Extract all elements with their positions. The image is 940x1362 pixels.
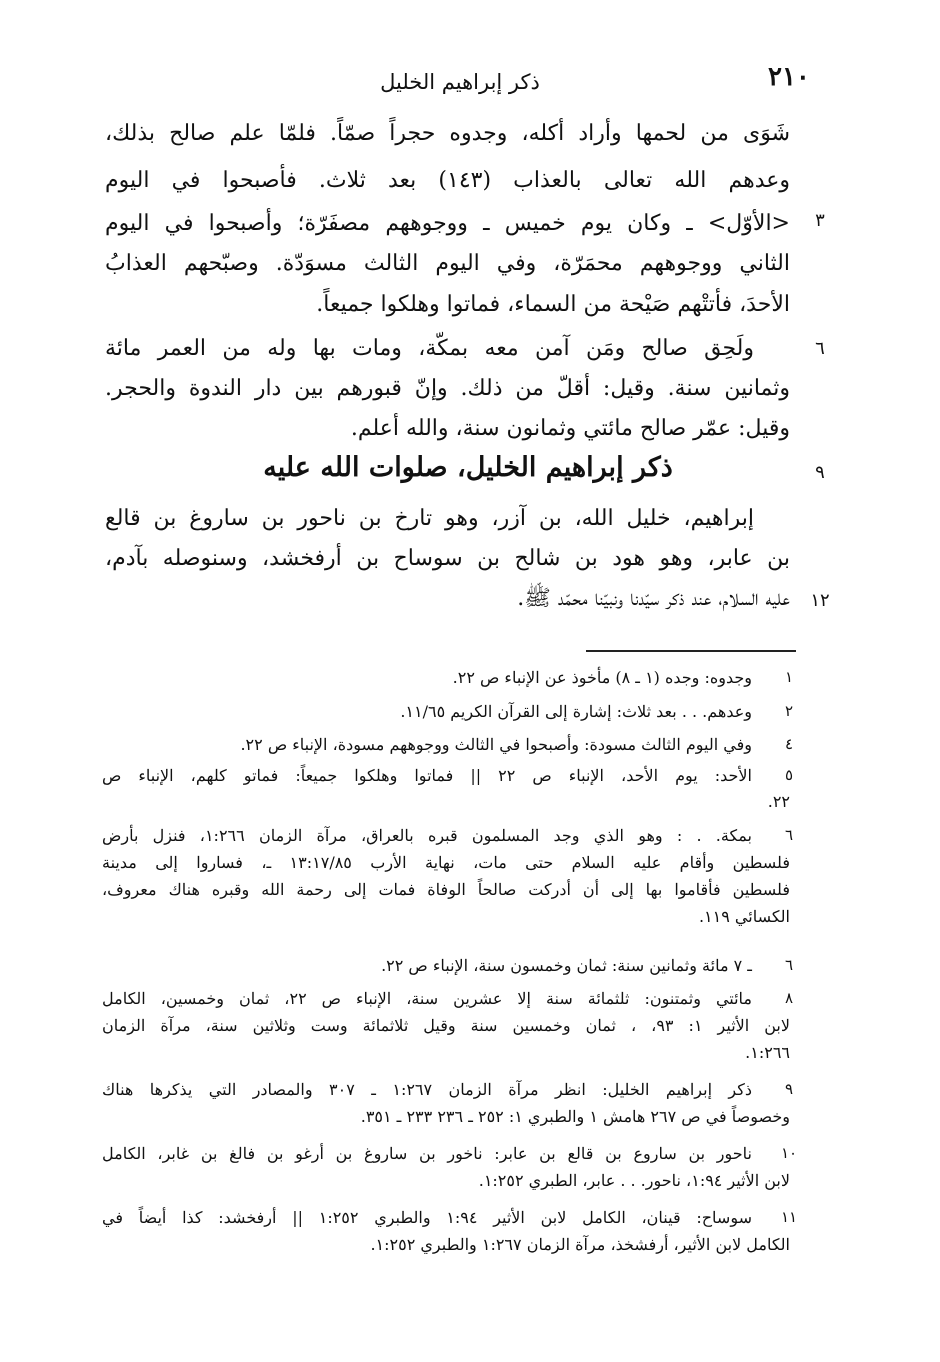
footnote-line: ذكر إبراهيم الخليل: انظر مرآة الزمان ١:٢٦٧ ـ ٣٠٧ والمصادر التي يذكرها هناك bbox=[102, 1080, 753, 1099]
line-number: ٣ bbox=[815, 210, 825, 231]
footnote-number: ٦ bbox=[784, 956, 794, 974]
footnote-number: ١ bbox=[784, 668, 794, 686]
body-line: عليه السلام، عند ذكر سيّدنا ونبيّنا محمّد ﷺ. bbox=[517, 586, 790, 611]
body-line: الثاني ووجوههم محمَرّة، وفي اليوم الثالث مسوَدّة. وصبّحهم العذابُ bbox=[105, 251, 790, 276]
running-title: ذكر إبراهيم الخليل bbox=[380, 70, 540, 94]
footnote-number: ٤ bbox=[784, 735, 794, 753]
body-line: بن عابر، وهو هود بن شالح بن سوساح بن أرفخشد، وسنوصله بآدم، bbox=[105, 546, 790, 571]
footnote-line: ٢٢. bbox=[767, 792, 790, 811]
footnote-number: ١١ bbox=[780, 1208, 798, 1226]
section-heading: ذكر إبراهيم الخليل، صلوات الله عليه bbox=[263, 452, 673, 483]
body-line: ولَحِق صالح ومَن آمن معه بمكّة، ومات بها وله من العمر مائة bbox=[105, 336, 754, 361]
footnote-number: ٢ bbox=[784, 702, 794, 720]
body-line: وقيل: عمّر صالح مائتي وثمانون سنة، والله أعلم. bbox=[350, 416, 790, 441]
body-line: وعدهم الله تعالى بالعذاب (١٤٣) بعد ثلاث. فأصبحوا في اليوم bbox=[105, 168, 790, 193]
body-line: <الأوّل> ـ وكان يوم خميس ـ ووجوههم مصفَرّة؛ وأصبحوا في اليوم bbox=[105, 211, 790, 236]
line-number: ١٢ bbox=[810, 590, 830, 611]
footnote-line: الكامل لابن الأثير، أرفشخذ، مرآة الزمان ١:٢٦٧ والطبري ١:٢٥٢. bbox=[370, 1235, 790, 1254]
body-line: شَوَى من لحمها وأراد أكله، وجدوه حجراً صمّاً. فلمّا علم صالح بذلك، bbox=[105, 121, 790, 146]
footnote-line: وخصوصاً في ص ٢٦٧ هامش ١ والطبري ١: ٢٥٢ ـ ٢٣٦ ٢٣٣ ـ ٣٥١. bbox=[360, 1107, 790, 1126]
footnote-line: لابن الأثير ١: ٩٣، ، ثمان وخمسين سنة وقيل ثلاثمائة وست وثلاثين سنة، مرآة الزمان bbox=[102, 1016, 791, 1035]
footnote-line: ـ ٧ مائة وثمانين سنة: ثمان وخمسون سنة، الإنباء ص ٢٢. bbox=[381, 956, 752, 975]
line-number: ٦ bbox=[815, 338, 825, 359]
footnote-separator bbox=[586, 650, 796, 652]
footnote-line: فلسطين وأقام عليه السلام حتى مات، نهاية الأرب ١٣:١٧/٨٥ ـ، فساروا إلى مدينة bbox=[102, 853, 790, 872]
line-number: ٩ bbox=[815, 462, 825, 483]
footnote-number: ١٠ bbox=[780, 1144, 798, 1162]
body-line: إبراهيم، خليل الله، بن آزر، وهو تارخ بن ناحور بن ساروغ بن قالع bbox=[105, 506, 754, 531]
footnote-line: وجدوه: وجده (١ ـ ٨) مأخوذ عن الإنباء ص ٢٢. bbox=[452, 668, 752, 687]
footnote-line: الكسائي ١١٩. bbox=[698, 907, 790, 926]
footnote-line: مائتي وثمتنون: ثلثمائة سنة إلا عشرين سنة، الإنباء ص ٢٢، ثمان وخمسين، الكامل bbox=[102, 989, 753, 1008]
footnote-line: ناحور بن ساروع بن قالع بن عابر: ناخور بن ساروغ بن أرغو بن فالغ بن غابر، الكامل bbox=[102, 1144, 752, 1163]
footnote-line: وعدهم. . . بعد ثلاث: إشارة إلى القرآن الكريم ١١/٦٥. bbox=[400, 702, 752, 721]
footnote-line: ١:٢٦٦. bbox=[745, 1043, 790, 1062]
footnote-number: ٨ bbox=[784, 989, 794, 1007]
footnote-line: فلسطين فأقاموا بها إلى أن أدركت صالحاً الوفاة فمات إلى رحمة الله وقبره هناك معروف، bbox=[102, 880, 790, 899]
footnote-number: ٦ bbox=[784, 826, 794, 844]
footnote-line: بمكة. . : وهو الذي وجد المسلمون قبره بالعراق، مرآة الزمان ١:٢٦٦، فنزل بأرض bbox=[102, 826, 753, 845]
footnote-number: ٩ bbox=[784, 1080, 794, 1098]
footnote-line: سوساح: قينان، الكامل لابن الأثير ١:٩٤ والطبري ١:٢٥٢ || أرفخشد: كذا أيضاً في bbox=[102, 1208, 753, 1227]
footnote-line: وفي اليوم الثالث مسودة: وأصبحوا في الثالث ووجوههم مسودة، الإنباء ص ٢٢. bbox=[240, 735, 752, 754]
body-line: وثمانين سنة. وقيل: أقلّ من ذلك. وإنّ قبورهم بين دار الندوة والحجر. bbox=[105, 376, 790, 401]
page-number: ٢١٠ bbox=[768, 62, 810, 92]
footnote-line: لابن الأثير ١:٩٤، ناحور. . . عابر، الطبري ١:٢٥٢. bbox=[478, 1171, 790, 1190]
footnote-number: ٥ bbox=[784, 766, 794, 784]
body-line: الأحدَ، فأتتْهم صَيْحة من السماء، فماتوا وهلكوا جميعاً. bbox=[316, 292, 790, 317]
footnote-line: الأحد: يوم الأحد، الإنباء ص ٢٢ || فماتوا وهلكوا جميعاً: فماتو كلهم، الإنباء ص bbox=[102, 766, 753, 785]
